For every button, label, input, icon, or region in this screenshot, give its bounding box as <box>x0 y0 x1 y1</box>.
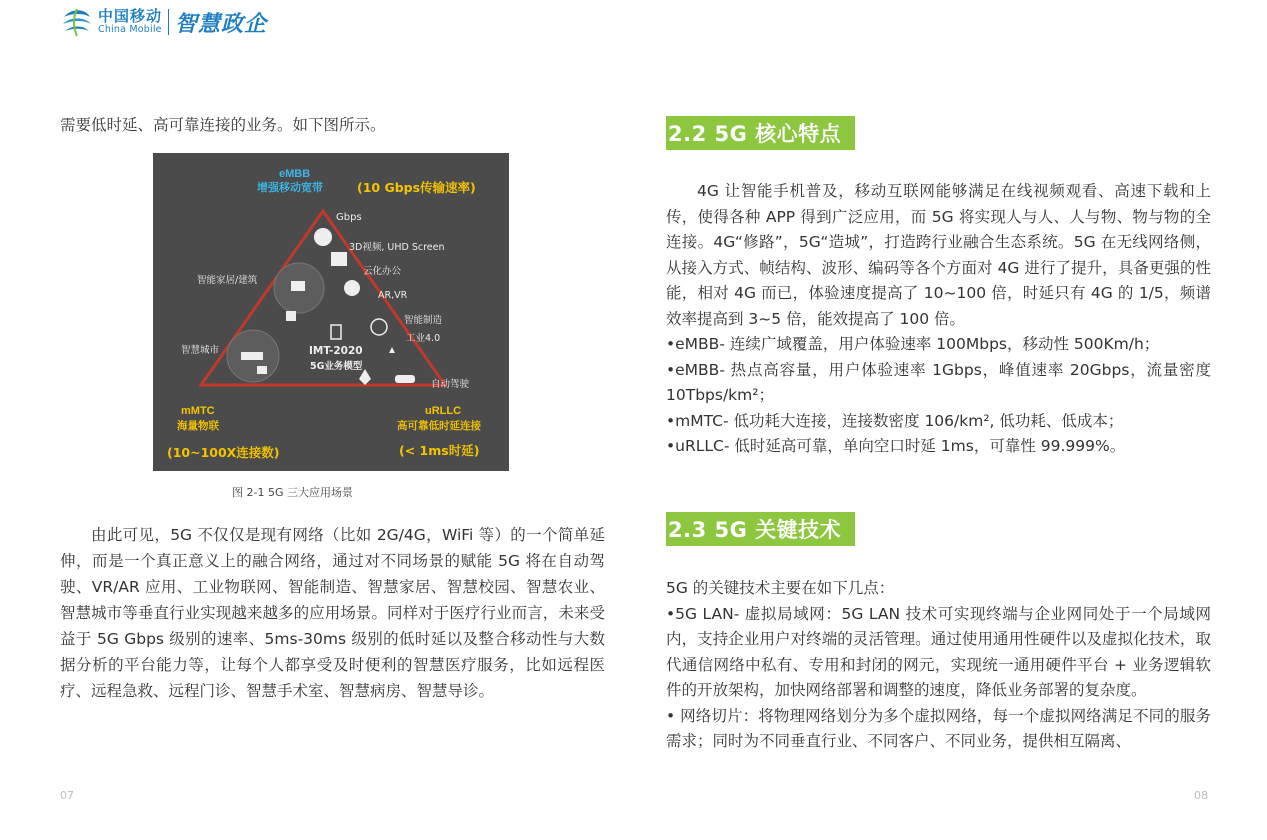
embb-en-label: eMBB <box>279 168 311 180</box>
section-2-2 <box>666 116 1211 150</box>
vr-headset-icon <box>344 280 360 296</box>
globe-icon <box>371 319 387 335</box>
left-body-text: 由此可见，5G 不仅仅是现有网络（比如 2G/4G，WiFi 等）的一个简单延伸，而是一个真正意义上的融合网络，通过对不同场景的赋能 5G 将在自动驾驶、VR/AR 应用、工业物联网、智能制造、智慧家居、智慧校园、智慧农业、智慧城市等垂直行业实现越来越多的应用场景。同样对于医疗行业而言，未来受益于 5G Gbps 级别的速率、5ms-30ms 级别的低时延以及整合移动性与大数据分析的平台能力等，让每个人都享受及时便利的智慧医疗服务，比如远程医疗、远程急救、远程门诊、智慧手术室、智慧病房、智慧导诊。 <box>60 526 605 700</box>
embb-cn-label: 增强移动宽带 <box>257 181 323 194</box>
mmtc-cn-label: 海量物联 <box>177 420 219 432</box>
section-2-3-intro: 5G 的关键技术主要在如下几点： <box>666 579 895 597</box>
figure-caption: 图 2-1 5G 三大应用场景 <box>232 486 353 499</box>
screen-icon <box>331 252 347 266</box>
car-icon <box>395 375 415 383</box>
cloud-label: 云化办公 <box>363 266 402 277</box>
key-tech-item: • 网络切片：将物理网络划分为多个虚拟网络，每一个虚拟网络满足不同的服务需求；同时为不同垂直行业、不同客户、不同业务，提供相互隔离、 <box>666 706 1211 750</box>
industry-label: 工业4.0 <box>406 333 441 344</box>
auto-label: 自动驾驶 <box>431 379 470 390</box>
5g-triangle-diagram <box>153 153 509 471</box>
center-sub-label: 5G业务模型 <box>310 361 363 372</box>
feature-item: •uRLLC- 低时延高可靠，单向空口时延 1ms，可靠性 99.999%。 <box>666 437 1126 455</box>
section-2-2-paragraph: 4G 让智能手机普及，移动互联网能够满足在线视频观看、高速下载和上传，使得各种 APP 得到广泛应用，而 5G 将实现人与人、人与物、物与物的全连接。4G“修路”，5G“造城”，打造跨行业融合生态系统。5G 在无线网络侧，从接入方式、帧结构、波形、编码等各个方面对 4G 进行了提升，具备更强的性能，相对 4G 而已，体验速度提高了 10~100 倍，时延只有 4G 的 1/5，频谱效率提高到 3~5 倍，能效提高了 100 倍。 <box>666 182 1211 328</box>
urllc-cn-label: 高可靠低时延连接 <box>397 420 481 432</box>
section-2-2-title: 2.2 5G 核心特点 <box>666 116 855 150</box>
feature-item: •eMBB- 连续广域覆盖，用户体验速率 100Mbps，移动性 500Km/h； <box>666 335 1160 353</box>
page-number-left: 07 <box>60 789 74 802</box>
arvr-label: AR,VR <box>378 290 408 301</box>
urllc-rate-label: (< 1ms时延) <box>399 443 480 458</box>
section-2-3-body <box>666 576 1211 755</box>
home-label: 智能家居/建筑 <box>197 275 258 286</box>
section-2-3-title: 2.3 5G 关键技术 <box>666 512 855 546</box>
city-label: 智慧城市 <box>181 345 220 356</box>
left-body-block <box>60 522 605 704</box>
mmtc-en-label: mMTC <box>181 405 215 417</box>
section-2-2-body <box>666 179 1211 460</box>
china-mobile-logo-icon <box>60 5 94 39</box>
left-column <box>60 112 605 138</box>
urllc-en-label: uRLLC <box>425 405 462 417</box>
logo-english-name: China Mobile <box>98 23 162 35</box>
feature-item: •eMBB- 热点高容量，用户体验速率 1Gbps，峰值速率 20Gbps，流量密度 10Tbps/km²； <box>666 360 1211 404</box>
manufacturing-label: 智能制造 <box>404 315 443 326</box>
section-2-3 <box>666 512 1211 546</box>
feature-item: •mMTC- 低功耗大连接，连接数密度 106/km², 低功耗、低成本； <box>666 411 1124 430</box>
intro-text: 需要低时延、高可靠连接的业务。如下图所示。 <box>60 116 386 134</box>
5g-scenarios-figure <box>153 153 509 471</box>
mmtc-rate-label: (10~100X连接数) <box>167 445 280 460</box>
logo-divider <box>168 9 169 35</box>
center-title-label: IMT-2020 <box>309 345 363 357</box>
gbps-label: Gbps <box>336 212 362 223</box>
logo-chinese-name: 中国移动 <box>98 7 163 26</box>
brand-title: 智慧政企 <box>175 11 268 37</box>
embb-rate-label: (10 Gbps传输速率) <box>357 180 476 195</box>
drone-icon <box>389 347 395 353</box>
key-tech-item: •5G LAN- 虚拟局域网：5G LAN 技术可实现终端与企业网同处于一个局域网内，支持企业用户对终端的灵活管理。通过使用通用性硬件以及虚拟化技术，取代通信网络中私有、专用和封闭的网元，实现统一通用硬件平台 + 业务逻辑软件的开放架构，加快网络部署和调整的速度，降低业务部署的复杂度。 <box>666 604 1211 699</box>
phone-icon <box>331 325 341 339</box>
screen-label: 3D视频, UHD Screen <box>349 242 445 253</box>
gbps-node-icon <box>314 228 332 246</box>
page-number-right: 08 <box>1194 789 1208 802</box>
brand-header <box>60 4 267 40</box>
